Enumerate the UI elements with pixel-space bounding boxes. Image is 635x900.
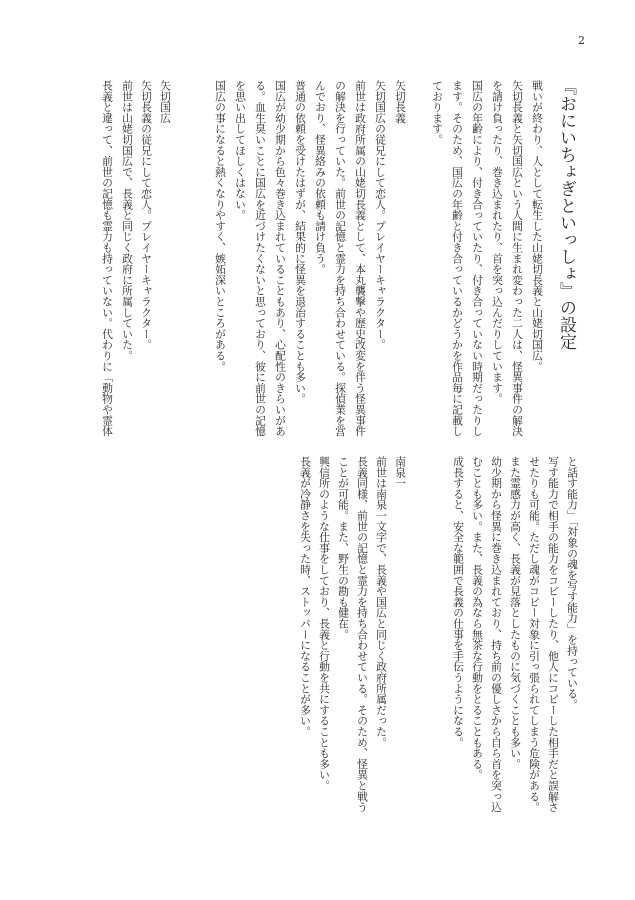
character-line: 長義同様、前世の記憶と霊力を持ち合わせている。そのため、怪異と戦う (356, 456, 369, 813)
intro-line: を請け負ったり、巻き込まれたり、首を突っ込んだりしています。 (491, 80, 504, 404)
character-line: を思い出してほしくはない。 (234, 80, 247, 221)
character-line: んでおり、怪異絡みの依頼も請け負う。 (314, 80, 327, 275)
character-line: 矢切長義の従兄にして恋人。プレイヤーキャラクター。 (140, 80, 153, 350)
character-line: 普通の依頼を受けたはずが、結果的に怪異を退治することも多い。 (294, 80, 307, 404)
intro-line: ます。そのため、国広の年齢と付き合っているかどうかを作品毎に記載し (451, 80, 464, 437)
character-line: せたりも可能。ただし魂がコピー対象に引っ張られてしまう危険がある。 (528, 456, 541, 813)
character-line: 写す能力で相手の能力をコピーしたり、他人にコピーした相手だと誤解さ (547, 456, 560, 813)
character-line: 長義が冷静さを失った時、ストッパーになることが多い。 (299, 456, 312, 737)
character-line: と話す能力」「対象の魂を写す能力」を持っている。 (566, 456, 579, 710)
intro-line: 国広の年齢により、付き合っていたり、付き合っていない時期だったりし (471, 80, 484, 437)
character-line: の解決を行っていた。前世の記憶と霊力を持ち合わせている。探偵業を営 (334, 80, 347, 437)
character-line: 前世は南泉一文字で、長義や国広と同じく政府所属だった。 (375, 456, 388, 748)
intro-line: ております。 (431, 80, 444, 145)
character-line: また霊感力が高く、長義が見落としたものに気づくことも多い。 (509, 456, 522, 770)
character-line: 前世は政府所属の山姥切長義として、本丸襲撃や歴史改変を伴う怪異事件 (354, 80, 367, 437)
character-line: 前世は山姥切国広で、長義と同じく政府に所属していた。 (121, 80, 134, 361)
page-number: 2 (578, 34, 585, 47)
intro-line: 戦いが終わり、人として転生した山姥切長義と山姥切国広。 (531, 80, 544, 372)
character-line: る。血生臭いことに国広を近づけたくないと思っており、彼に前世の記憶 (254, 80, 267, 437)
character-line: 国広が幼少期から色々巻き込まれていることもあり、心配性のきらいがあ (274, 80, 287, 437)
character-heading: 矢切長義 (394, 80, 407, 124)
character-line: 幼少期から怪異に巻き込まれており、持ち前の優しさから自ら首を突っ込 (490, 456, 503, 813)
character-line: 国広の事になると熱くなりやすく、嫉妬深いところがある。 (214, 80, 227, 372)
intro-line: 矢切長義と矢切国広という人間に生まれ変わった二人は、怪異事件の解決 (511, 80, 524, 437)
character-line: 矢切国広の従兄にして恋人。プレイヤーキャラクター。 (374, 80, 387, 350)
character-line: 成長すると、安全な範囲で長義の仕事を手伝うようになる。 (452, 456, 465, 748)
document-title: 『おにいちょぎといっしょ』の設定 (556, 78, 576, 350)
character-heading: 矢切国広 (159, 80, 172, 124)
character-line: ことが可能。また、野生の勘も健在。 (337, 456, 350, 640)
character-line: むことも多い。また、長義の為なら無茶な行動をとることもある。 (471, 456, 484, 780)
character-line: 興信所のような仕事をしており、長義と行動を共にすることも多い。 (318, 456, 331, 791)
character-line: 長義と違って、前世の記憶も霊力も持っていない。代わりに「動物や霊体 (101, 80, 114, 437)
character-heading: 南泉一 (394, 456, 407, 489)
